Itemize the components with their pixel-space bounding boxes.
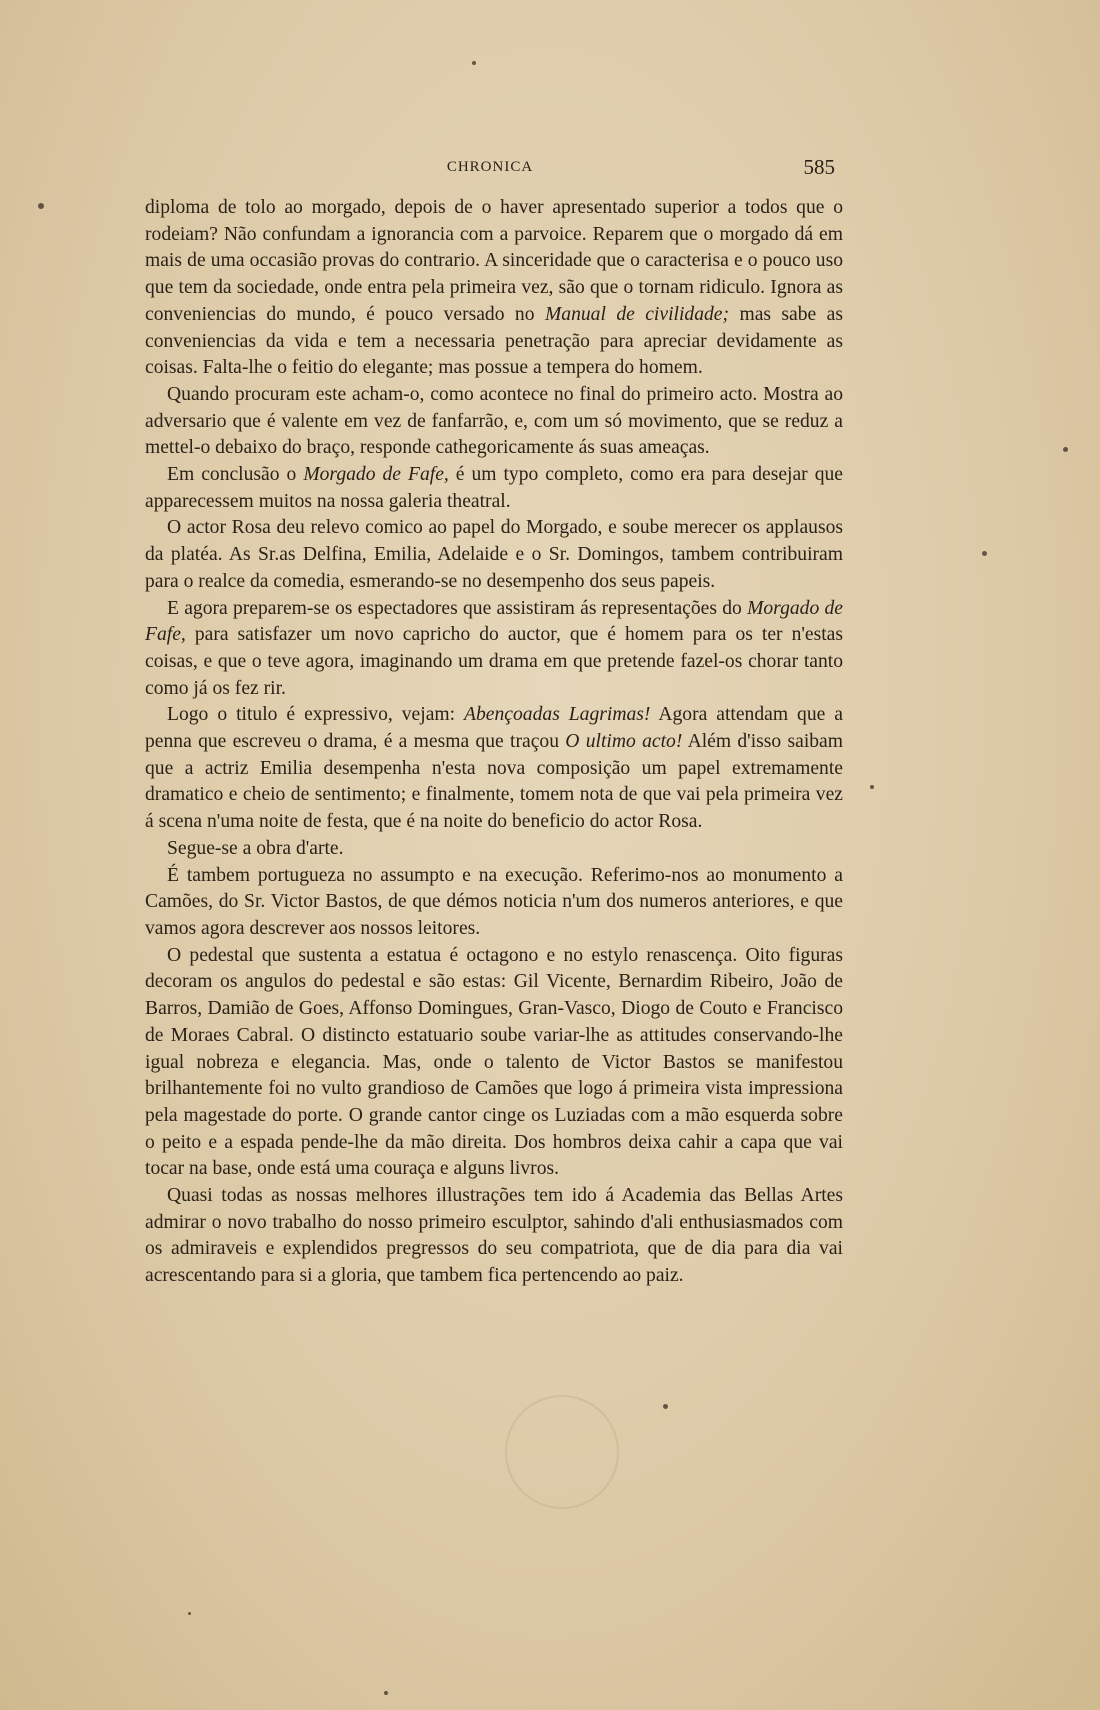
paragraph: [145, 515, 843, 595]
faded-library-stamp: [505, 1395, 619, 1509]
paragraph: [145, 596, 843, 703]
text-run: Além d'isso saibam que a actriz Emilia desempenha n'esta nova composição um papel extremamente dramatico e cheio de sentimento; e finalmente, tomem nota de que vai pela primeira vez á scena n'uma noite de festa, que é na noite do beneficio do actor Rosa.: [145, 731, 843, 833]
text-run: Logo o titulo é expressivo, vejam:: [167, 704, 465, 726]
page-number: 585: [803, 155, 835, 179]
text-run: Agora attendam que a penna que escreveu o drama, é a mesma que traçou: [145, 704, 844, 753]
paragraph: [145, 382, 843, 462]
italic-title: Morgado de Fafe,: [145, 597, 843, 646]
text-run: é um typo completo, como era para desejar que apparecessem muitos na nossa galeria theatral.: [145, 464, 843, 512]
ink-speck: [982, 551, 987, 556]
text-run: O actor Rosa deu relevo comico ao papel do Morgado, e soube merecer os applausos da platéa. As Sr.as Delfina, Emilia, Adelaide e o Sr. Domingos, tambem contribuiram para o realce da comedia, esmerando-se no desempenho dos seus papeis.: [145, 517, 843, 592]
text-run: Quasi todas as nossas melhores illustrações tem ido á Academia das Bellas Artes admirar o novo trabalho do nosso primeiro esculptor, sahindo d'ali enthusiasmados com os admiraveis e explendidos pregressos do seu compatriota, que de dia para dia vai acrescentando para si a gloria, que tambem fica pertencendo ao paiz.: [145, 1185, 843, 1287]
ink-speck: [1063, 447, 1068, 452]
paragraph: [145, 863, 843, 943]
text-run: E agora preparem-se os espectadores que assistiram ás representações do: [167, 597, 748, 619]
running-head: CHRONICA: [446, 159, 534, 175]
paragraph: [145, 702, 843, 836]
paragraph: [145, 195, 843, 382]
ink-speck: [188, 1612, 191, 1615]
italic-title: Morgado de Fafe,: [303, 464, 449, 486]
paragraph: [145, 836, 843, 863]
italic-title: Manual de civilidade;: [544, 303, 730, 325]
ink-speck: [384, 1691, 388, 1695]
text-run: Em conclusão o: [167, 464, 304, 486]
ink-speck: [663, 1404, 668, 1409]
italic-title: Abençoadas Lagrimas!: [464, 704, 651, 726]
text-run: Segue-se a obra d'arte.: [167, 837, 344, 859]
text-run: É tambem portugueza no assumpto e na execução. Referimo-nos ao monumento a Camões, do Sr. Victor Bastos, de que démos noticia n'um dos numeros anteriores, e que vamos agora descrever aos nossos leitores.: [145, 864, 843, 939]
text-run: O pedestal que sustenta a estatua é octagono e no estylo renascença. Oito figuras decoram os angulos do pedestal e são estas: Gil Vicente, Bernardim Ribeiro, João de Barros, Damião de Goes, Affonso Domingues, Gran-Vasco, Diogo de Couto e Francisco de Moraes Cabral. O distincto estatuario soube variar-lhe as attitudes conservando-lhe igual nobreza e elegancia. Mas, onde o talento de Victor Bastos se manifestou brilhantemente foi no vulto grandioso de Camões que logo á primeira vista impressiona pela magestade do porte. O grande cantor cinge os Luziadas com a mão esquerda sobre o peito e a espada pende-lhe da mão direita. Dos hombros deixa cahir a capa que vai tocar na base, onde está uma couraça e alguns livros.: [145, 944, 843, 1180]
text-run: para satisfazer um novo capricho do auctor, que é homem para os ter n'estas coisas, e que o teve agora, imaginando um drama em que pretende fazel-os chorar tanto como já os fez rir.: [145, 624, 843, 699]
italic-title: O ultimo acto!: [565, 731, 683, 753]
page-header: [145, 155, 835, 185]
paragraph: [145, 462, 843, 515]
ink-speck: [38, 203, 44, 209]
text-run: Quando procuram este acham-o, como acontece no final do primeiro acto. Mostra ao adversario que é valente em vez de fanfarrão, e, com um só movimento, que se reduz a mettel-o debaixo do braço, responde cathegoricamente ás suas ameaças.: [145, 383, 843, 459]
paragraph: [145, 1183, 843, 1290]
ink-speck: [472, 61, 476, 65]
text-run: mas sabe as conveniencias da vida e tem a necessaria penetração para apreciar devidamente as coisas. Falta-lhe o feitio do elegante; mas possue a tempera do homem.: [145, 303, 843, 379]
ink-speck: [870, 785, 874, 789]
body-text: [145, 195, 843, 1290]
text-run: diploma de tolo ao morgado, depois de o haver apresentado superior a todos que o rodeiam? Não confundam a ignorancia com a parvoice. Reparem que o morgado dá em mais de uma occasião provas do contrario. A sinceridade que o caracterisa e o pouco uso que tem da sociedade, onde entra pela primeira vez, são que o tornam ridiculo. Ignora as conveniencias do mundo, é pouco versado no: [145, 197, 843, 325]
paragraph: [145, 943, 843, 1183]
